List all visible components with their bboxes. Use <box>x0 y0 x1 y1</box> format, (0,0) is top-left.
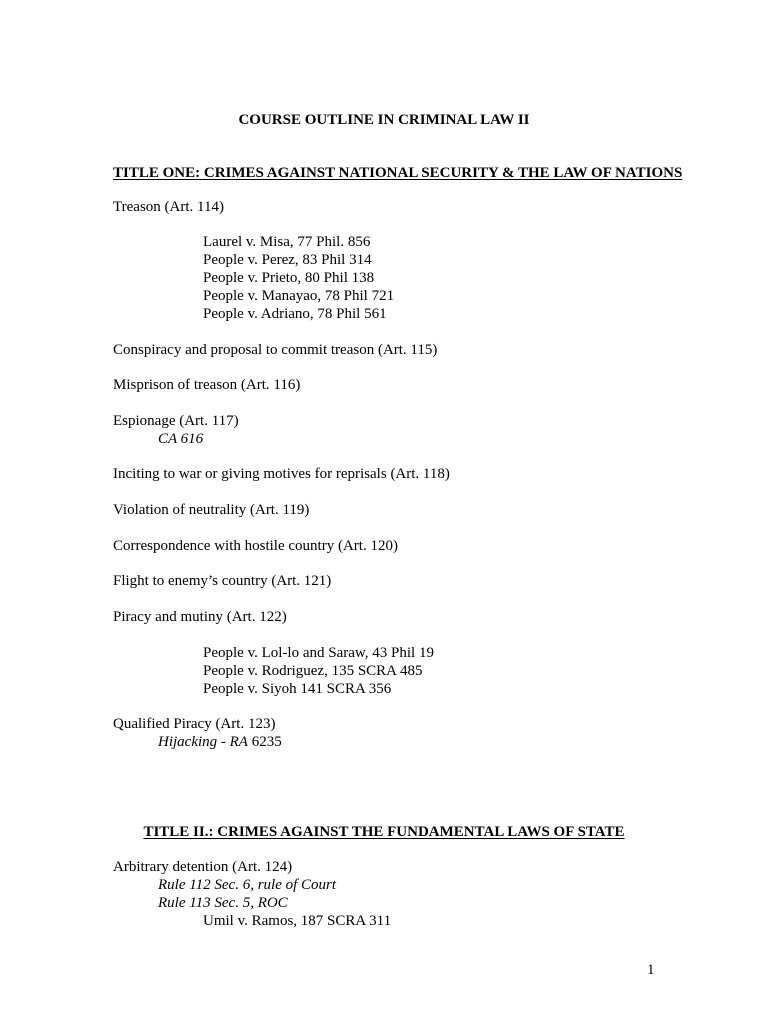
title-two-heading: TITLE II.: CRIMES AGAINST THE FUNDAMENTAL LAWS OF STATE <box>143 824 625 840</box>
qualified-piracy-item: Qualified Piracy (Art. 123) <box>113 716 276 732</box>
inciting-item: Inciting to war or giving motives for reprisals (Art. 118) <box>113 466 450 482</box>
page-number: 1 <box>647 962 655 978</box>
case-citation: People v. Prieto, 80 Phil 138 <box>203 270 375 286</box>
neutrality-item: Violation of neutrality (Art. 119) <box>113 502 310 518</box>
case-citation: People v. Rodriguez, 135 SCRA 485 <box>203 663 423 679</box>
misprision-item: Misprison of treason (Art. 116) <box>113 377 301 393</box>
hijacking-note <box>158 733 282 751</box>
piracy-item: Piracy and mutiny (Art. 122) <box>113 609 287 625</box>
document-title: COURSE OUTLINE IN CRIMINAL LAW II <box>238 112 530 128</box>
hijacking-law-number: 6235 <box>247 734 282 750</box>
title-one-heading: TITLE ONE: CRIMES AGAINST NATIONAL SECURITY & THE LAW OF NATIONS <box>113 165 683 181</box>
case-citation: Laurel v. Misa, 77 Phil. 856 <box>203 234 371 250</box>
hijacking-law-label: Hijacking - RA <box>158 734 248 750</box>
case-citation: Umil v. Ramos, 187 SCRA 311 <box>203 913 392 929</box>
conspiracy-item: Conspiracy and proposal to commit treason (Art. 115) <box>113 342 438 358</box>
rule-reference: Rule 112 Sec. 6, rule of Court <box>158 877 337 893</box>
case-citation: People v. Perez, 83 Phil 314 <box>203 252 372 268</box>
rule-reference: Rule 113 Sec. 5, ROC <box>158 895 288 911</box>
treason-item: Treason (Art. 114) <box>113 199 224 215</box>
espionage-note: CA 616 <box>158 431 204 447</box>
flight-item: Flight to enemy’s country (Art. 121) <box>113 573 332 589</box>
case-citation: People v. Manayao, 78 Phil 721 <box>203 288 395 304</box>
espionage-item: Espionage (Art. 117) <box>113 413 239 429</box>
correspondence-item: Correspondence with hostile country (Art. 120) <box>113 538 398 554</box>
arbitrary-detention-item: Arbitrary detention (Art. 124) <box>113 859 293 875</box>
case-citation: People v. Adriano, 78 Phil 561 <box>203 306 387 322</box>
case-citation: People v. Siyoh 141 SCRA 356 <box>203 681 392 697</box>
case-citation: People v. Lol-lo and Saraw, 43 Phil 19 <box>203 645 434 661</box>
